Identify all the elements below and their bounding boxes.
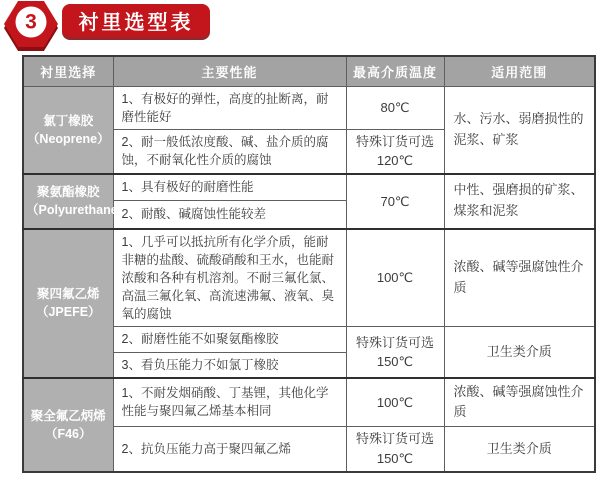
- section-title: 衬里选型表: [62, 4, 210, 37]
- table-row: [23, 174, 595, 201]
- material-name: 聚四氟乙烯: [36, 287, 100, 302]
- material-alias: （JPEFE）: [35, 305, 101, 320]
- material-name-cell: [23, 229, 113, 378]
- performance-cell: 3、看负压能力不如氯丁橡胶: [113, 352, 346, 378]
- material-name: 氯丁橡胶: [43, 113, 94, 128]
- temperature-cell: 特殊订货可选120℃: [346, 129, 444, 174]
- col-header-max-temp: 最高介质温度: [346, 56, 444, 86]
- material-alias: （F46）: [44, 426, 92, 441]
- table-header-row: [23, 56, 595, 86]
- material-alias: （Polyurethane）: [26, 203, 131, 218]
- temperature-cell: 80℃: [346, 86, 444, 129]
- col-header-performance: 主要性能: [113, 56, 346, 86]
- temperature-cell: 100℃: [346, 229, 444, 327]
- performance-cell: 1、不耐发烟硝酸、丁基锂，其他化学性能与聚四氟乙烯基本相同: [113, 378, 346, 427]
- performance-cell: 2、抗负压能力高于聚四氟乙烯: [113, 427, 346, 472]
- performance-cell: 2、耐磨性能不如聚氨酯橡胶: [113, 327, 346, 352]
- performance-cell: 1、有极好的弹性，高度的扯断离，耐磨性能好: [113, 86, 346, 129]
- application-range-cell: 浓酸、碱等强腐蚀性介质: [444, 229, 595, 327]
- badge-number: 3: [16, 7, 47, 38]
- temperature-cell: 70℃: [346, 174, 444, 229]
- temperature-cell: 100℃: [346, 378, 444, 427]
- table-row: [23, 86, 595, 129]
- application-range-cell: 浓酸、碱等强腐蚀性介质: [444, 378, 595, 427]
- temperature-cell: 特殊订货可选150℃: [346, 427, 444, 472]
- material-name: 聚氨酯橡胶: [36, 185, 100, 200]
- application-range-cell: 卫生类介质: [444, 327, 595, 378]
- lining-selection-table: [22, 55, 596, 473]
- application-range-cell: 水、污水、弱磨损性的泥浆、矿浆: [444, 86, 595, 174]
- application-range-cell: 中性、强磨损的矿浆、煤浆和泥浆: [444, 174, 595, 229]
- performance-cell: 1、几乎可以抵抗所有化学介质，能耐非糖的盐酸、硫酸硝酸和王水，也能耐浓酸和各种有机溶剂。不耐三氟化氯、高温三氟化氧、高流速沸氟、液氧、臭氧的腐蚀: [113, 229, 346, 327]
- performance-cell: 2、耐酸、碱腐蚀性能较差: [113, 201, 346, 229]
- material-name: 聚全氟乙炳烯: [30, 408, 106, 423]
- performance-cell: 2、耐一般低浓度酸、碱、盐介质的腐蚀，不耐氧化性介质的腐蚀: [113, 129, 346, 174]
- section-number-badge: [4, 1, 58, 49]
- material-name-cell: [23, 378, 113, 472]
- performance-cell: 1、具有极好的耐磨性能: [113, 174, 346, 201]
- table-row: [23, 229, 595, 327]
- application-range-cell: 卫生类介质: [444, 427, 595, 472]
- table-row: [23, 378, 595, 427]
- material-alias: （Neoprene）: [26, 131, 110, 146]
- col-header-lining: 衬里选择: [23, 56, 113, 86]
- material-name-cell: [23, 174, 131, 229]
- material-name-cell: [23, 86, 113, 174]
- temperature-cell: 特殊订货可选150℃: [346, 327, 444, 378]
- col-header-range: 适用范围: [444, 56, 595, 86]
